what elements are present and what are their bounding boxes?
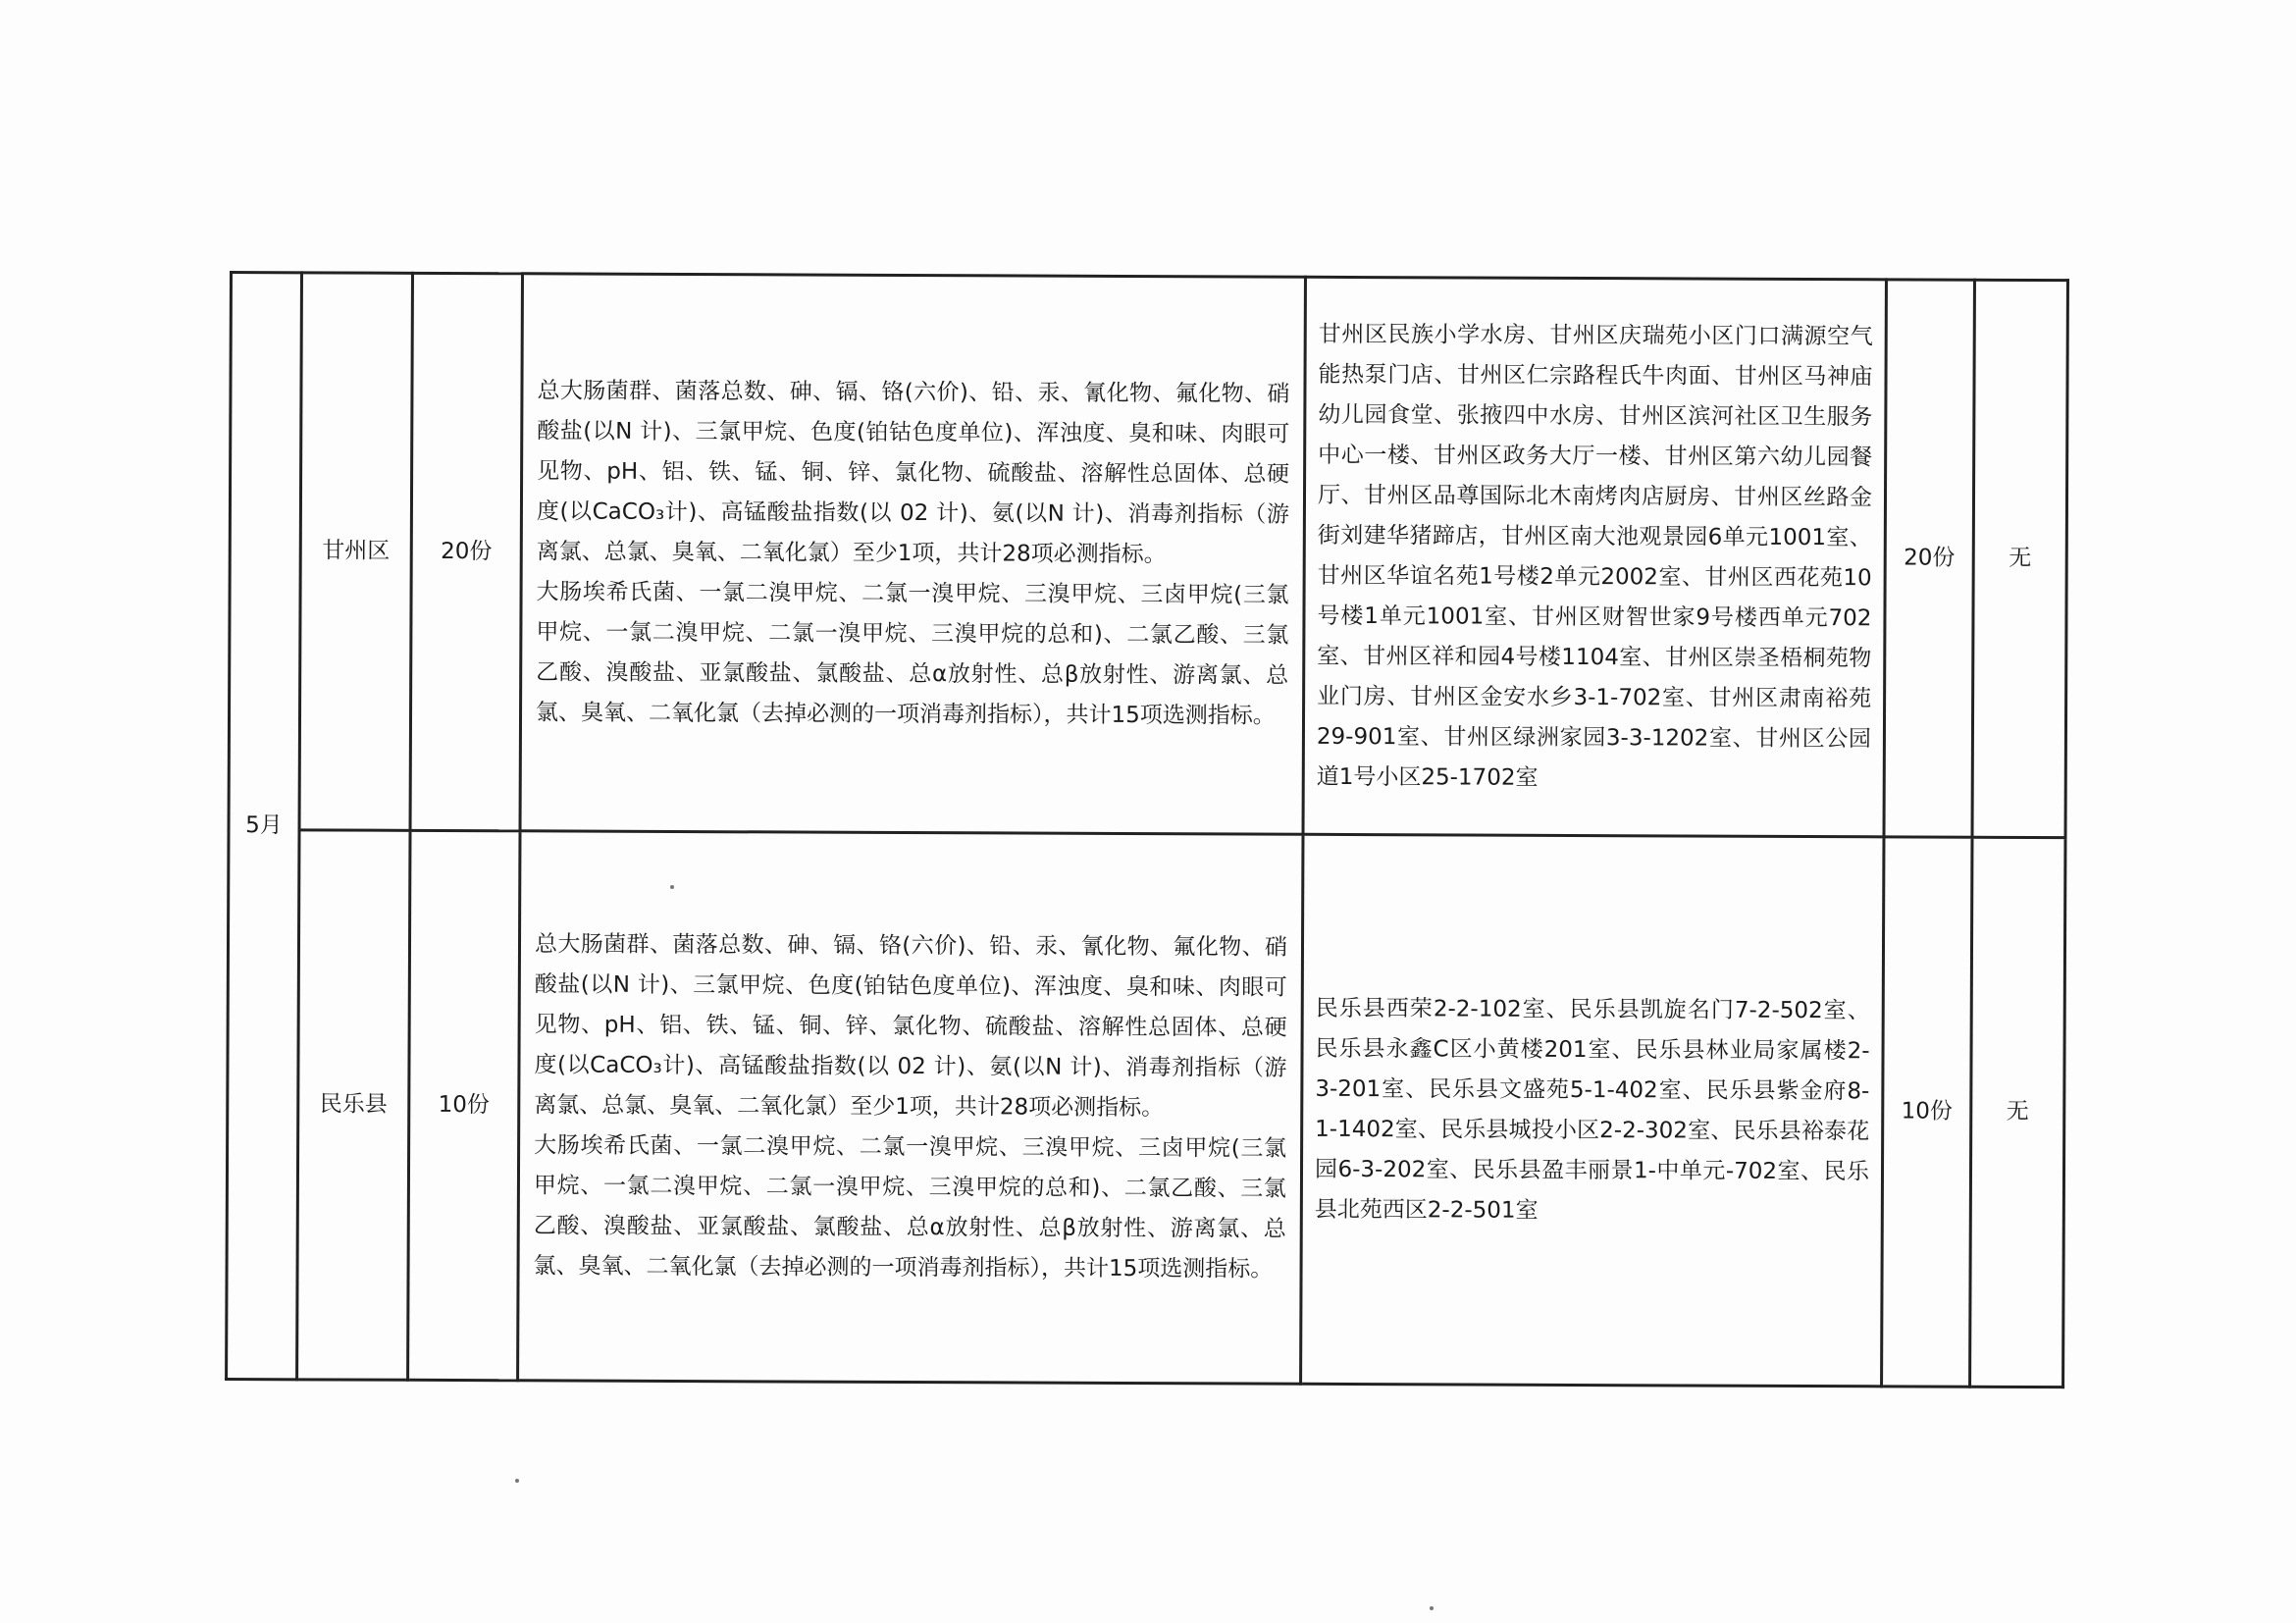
scan-speck xyxy=(670,885,674,889)
table-row xyxy=(227,830,2065,1387)
sampling-locations-cell: 民乐县西荣2-2-102室、民乐县凯旋名门7-2-502室、民乐县永鑫C区小黄楼201室、民乐县林业局家属楼2-3-201室、民乐县文盛苑5-1-402室、民乐县紫金府8-1-1402室、民乐县城投小区2-2-302室、民乐县裕泰花园6-3-202室、民乐县盈丰丽景1-中单元-702室、民乐县北苑西区2-2-501室 xyxy=(1301,834,1884,1387)
sample-count-cell: 10份 xyxy=(408,830,520,1380)
district-cell: 甘州区 xyxy=(299,273,412,830)
optional-items-text: 大肠埃希氏菌、一氯二溴甲烷、二氯一溴甲烷、三溴甲烷、三卤甲烷(三氯甲烷、一氯二溴甲烷、二氯一溴甲烷、三溴甲烷的总和)、二氯乙酸、三氯乙酸、溴酸盐、亚氯酸盐、氯酸盐、总α放射性、总β放射性、游离氯、总氯、臭氧、二氧化氯（去掉必测的一项消毒剂指标），共计15项选测指标。 xyxy=(535,579,1289,729)
sample-count-cell: 20份 xyxy=(410,273,522,830)
scan-speck xyxy=(1430,1606,1434,1610)
scan-speck xyxy=(515,1479,519,1483)
test-items-cell xyxy=(518,831,1303,1384)
district-cell: 民乐县 xyxy=(297,830,410,1380)
sampling-table xyxy=(225,271,2069,1388)
test-items-cell xyxy=(520,274,1305,834)
optional-items-text: 大肠埃希氏菌、一氯二溴甲烷、二氯一溴甲烷、三溴甲烷、三卤甲烷(三氯甲烷、一氯二溴甲烷、二氯一溴甲烷、三溴甲烷的总和)、二氯乙酸、三氯乙酸、溴酸盐、亚氯酸盐、氯酸盐、总α放射性、总β放射性、游离氯、总氯、臭氧、二氧化氯（去掉必测的一项消毒剂指标），共计15项选测指标。 xyxy=(533,1132,1287,1283)
required-items-text: 总大肠菌群、菌落总数、砷、镉、铬(六价)、铅、汞、氰化物、氟化物、硝酸盐(以N 计)、三氯甲烷、色度(铂钴色度单位)、浑浊度、臭和味、肉眼可见物、pH、铝、铁、锰、铜、锌、氯化物、硫酸盐、溶解性总固体、总硬度(以CaCO₃计)、高锰酸盐指数(以 02 计)、氨(以N 计)、消毒剂指标（游离氯、总氯、臭氧、二氧化氯）至少1项，共计28项必测指标。 xyxy=(534,931,1288,1122)
remark-cell: 无 xyxy=(1970,837,2065,1387)
required-items-text: 总大肠菌群、菌落总数、砷、镉、铬(六价)、铅、汞、氰化物、氟化物、硝酸盐(以N 计)、三氯甲烷、色度(铂钴色度单位)、浑浊度、臭和味、肉眼可见物、pH、铝、铁、锰、铜、锌、氯化物、硫酸盐、溶解性总固体、总硬度(以CaCO₃计)、高锰酸盐指数(以 02 计)、氨(以N 计)、消毒剂指标（游离氯、总氯、臭氧、二氧化氯）至少1项，共计28项必测指标。 xyxy=(536,378,1290,568)
sampling-locations-cell: 甘州区民族小学水房、甘州区庆瑞苑小区门口满源空气能热泵门店、甘州区仁宗路程氏牛肉面、甘州区马神庙幼儿园食堂、张掖四中水房、甘州区滨河社区卫生服务中心一楼、甘州区政务大厅一楼、甘州区第六幼儿园餐厅、甘州区品尊国际北木南烤肉店厨房、甘州区丝路金街刘建华猪蹄店，甘州区南大池观景园6单元1001室、甘州区华谊名苑1号楼2单元2002室、甘州区西花苑10号楼1单元1001室、甘州区财智世家9号楼西单元702室、甘州区祥和园4号楼1104室、甘州区崇圣梧桐苑物业门房、甘州区金安水乡3-1-702室、甘州区肃南裕苑29-901室、甘州区绿洲家园3-3-1202室、甘州区公园道1号小区25-1702室 xyxy=(1303,277,1886,837)
result-count-cell: 20份 xyxy=(1884,280,1974,837)
remark-cell: 无 xyxy=(1972,280,2067,837)
result-count-cell: 10份 xyxy=(1882,837,1972,1387)
month-cell: 5月 xyxy=(227,273,302,1380)
table-row xyxy=(229,273,2067,838)
